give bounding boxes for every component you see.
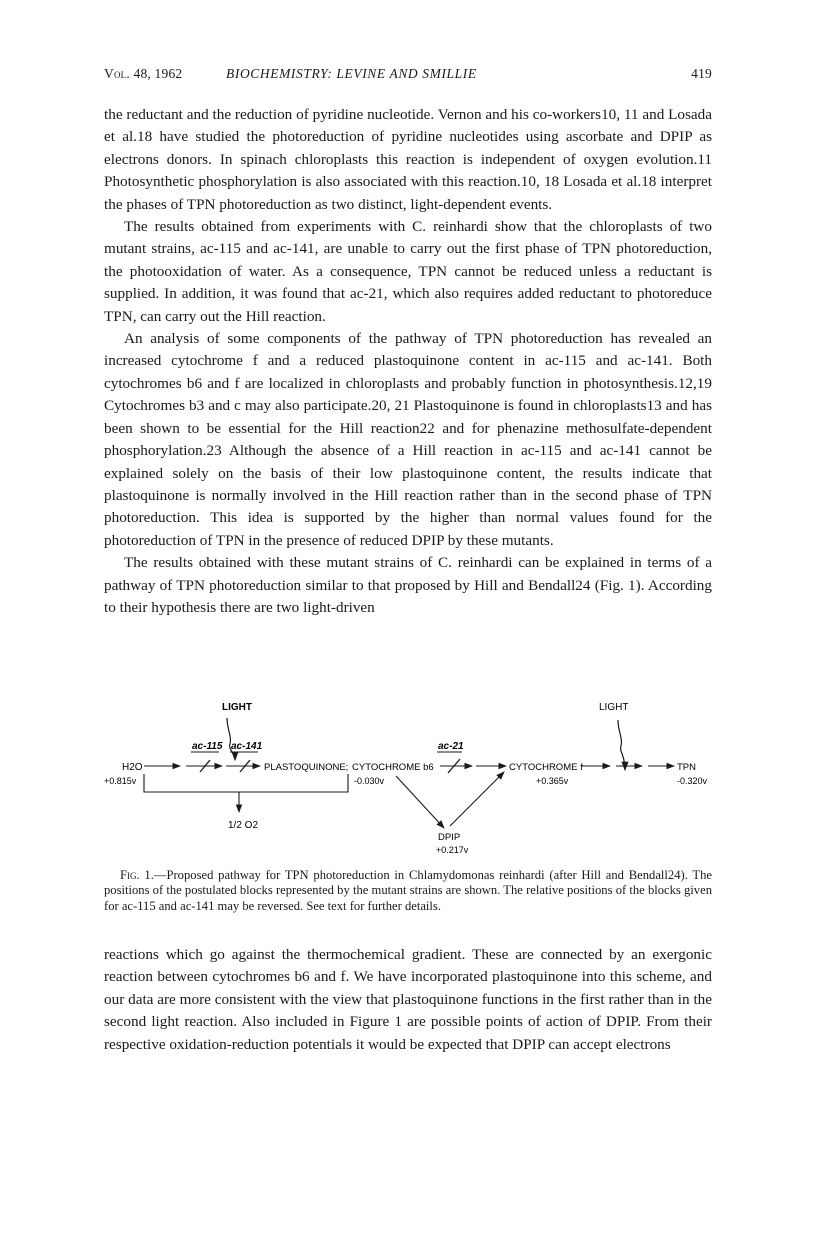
- h2o-label: H2O: [122, 762, 143, 773]
- b6-potential: -0.030v: [354, 776, 385, 786]
- paragraph: the reductant and the reduction of pyridine nucleotide. Vernon and his co-workers10, 11 and Losada et al.18 have studied the photoreduction of pyridine nucleotides using ascorbate and DPIP as electrons donors. In spinach chloroplasts this reaction is independent of oxygen evolution.11 Photosynthetic phosphorylation is also associated with this reaction.10, 18 Losada et al.18 interpret the phases of TPN photoreduction as two distinct, light-dependent events.: [104, 106, 712, 213]
- body-text-top: [104, 104, 712, 619]
- body-text-bottom: [104, 944, 712, 1056]
- figure-1-diagram: [104, 696, 712, 864]
- paragraph: The results obtained from experiments with C. reinhardi show that the chloroplasts of two mutant strains, ac-115 and ac-141, are unable to carry out the first phase of TPN photoreduction, the photooxidation of water. As a consequence, TPN cannot be reduced unless a reductant is supplied. In addition, it was found that ac-21, which also requires added reductant to photoreduce TPN, can carry out the Hill reaction.: [104, 218, 712, 325]
- paragraph: An analysis of some components of the pathway of TPN photoreduction has revealed an increased cytochrome f and a reduced plastoquinone content in ac-115 and ac-141. Both cytochromes b6 and f are localized in chloroplasts and probably function in photosynthesis.12,19 Cytochromes b3 and c may also participate.20, 21 Plastoquinone is found in chloroplasts13 and has been shown to be essential for the Hill reaction22 and for phenazine methosulfate-dependent phosphorylation.23 Although the absence of a Hill reaction in ac-115 and ac-141 cannot be explained solely on the basis of their low plastoquinone content, the results indicate that plastoquinone is normally involved in the Hill reaction rather than in the second phase of TPN photoreduction. This idea is supported by the higher than normal values found for the photoreduction of TPN in the presence of reduced DPIP by these mutants.: [104, 330, 712, 549]
- light-arrow-left: [227, 718, 235, 760]
- tpn-label: TPN: [677, 762, 696, 773]
- dpip-label: DPIP: [438, 832, 461, 843]
- running-title: BIOCHEMISTRY: LEVINE AND SMILLIE: [226, 66, 477, 81]
- pathway-diagram: [104, 696, 712, 864]
- oxygen-bracket: [144, 774, 348, 792]
- h2o-potential: +0.815v: [104, 776, 137, 786]
- volume-label: Vol. 48, 1962: [104, 66, 183, 81]
- cytochrome-b6-label: CYTOCHROME b6: [352, 762, 434, 773]
- running-header: [104, 66, 712, 86]
- block-label-ac141: ac-141: [231, 741, 263, 752]
- block-label-ac21: ac-21: [438, 741, 464, 752]
- caption-label: Fig. 1.: [120, 868, 154, 882]
- page-number: 419: [691, 66, 712, 81]
- light-label-left: LIGHT: [222, 702, 252, 713]
- block-label-ac115: ac-115: [192, 741, 223, 752]
- plastoquinone-label: PLASTOQUINONE;: [264, 762, 349, 773]
- light-arrow-right: [618, 720, 625, 770]
- oxygen-label: 1/2 O2: [228, 820, 259, 831]
- caption-text: —Proposed pathway for TPN photoreduction in Chlamydomonas reinhardi (after Hill and Bendall24). The positions of the postulated blocks represented by the mutant strains are shown. The relative positions of the blocks given for ac-115 and ac-141 may be reversed. See text for further details.: [104, 868, 712, 913]
- figure-caption: [104, 868, 712, 914]
- paragraph: The results obtained with these mutant strains of C. reinhardi can be explained in terms of a pathway of TPN photoreduction similar to that proposed by Hill and Bendall24 (Fig. 1). According to their hypothesis there are two light-driven: [104, 554, 712, 616]
- tpn-potential: -0.320v: [677, 776, 708, 786]
- dpip-potential: +0.217v: [436, 845, 469, 855]
- cytochrome-f-label: CYTOCHROME f: [509, 762, 583, 773]
- paragraph: reactions which go against the thermochemical gradient. These are connected by an exergonic reaction between cytochromes b6 and f. We have incorporated plastoquinone into this scheme, and our data are more consistent with the view that plastoquinone functions in the first rather than in the second light reaction. Also included in Figure 1 are possible points of action of DPIP. From their respective oxidation-reduction potentials it would be expected that DPIP can accept electrons: [104, 946, 712, 1053]
- light-label-right: LIGHT: [599, 702, 629, 713]
- f-potential: +0.365v: [536, 776, 569, 786]
